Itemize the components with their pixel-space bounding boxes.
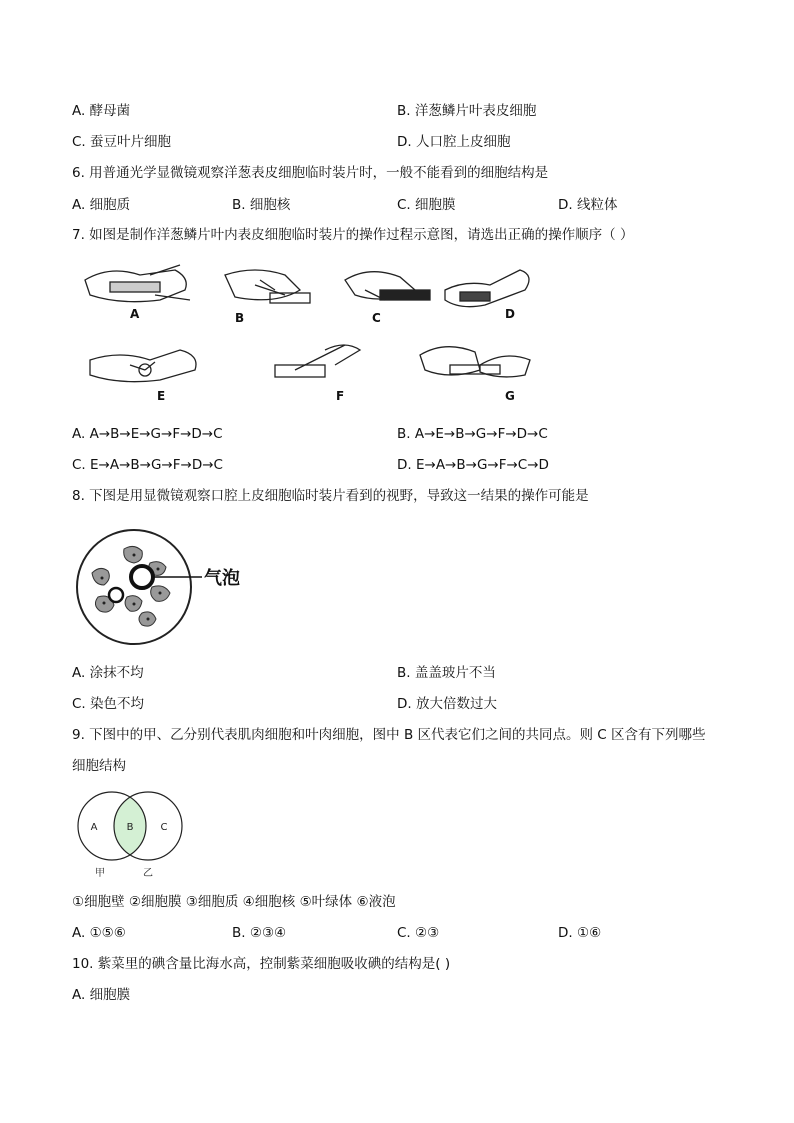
venn-label-a: A	[90, 822, 98, 833]
q7-stem: 7. 如图是制作洋葱鳞片叶内表皮细胞临时装片的操作过程示意图，请选出正确的操作顺序（ ）	[72, 227, 634, 243]
q8-option-a: A. 涂抹不均	[72, 665, 144, 681]
q6-option-b: B. 细胞核	[232, 197, 291, 213]
figure-label-g: G	[505, 389, 515, 403]
q7-option-c: C. E→A→B→G→F→D→C	[72, 457, 223, 473]
figure-label-e: E	[157, 389, 166, 403]
q8-option-c: C. 染色不均	[72, 696, 145, 712]
q7-procedure-figure	[80, 260, 550, 410]
q5-option-d: D. 人口腔上皮细胞	[397, 134, 511, 150]
q8-microscope-field-figure	[72, 525, 282, 650]
venn-label-c: C	[160, 822, 168, 833]
q6-stem: 6. 用普通光学显微镜观察洋葱表皮细胞临时装片时，一般不能看到的细胞结构是	[72, 165, 549, 181]
q5-option-c: C. 蚕豆叶片细胞	[72, 134, 172, 150]
q7-option-d: D. E→A→B→G→F→C→D	[397, 457, 549, 473]
small-air-bubble	[109, 588, 123, 602]
step-g-sketch	[420, 347, 530, 377]
q6-option-a: A. 细胞质	[72, 197, 131, 213]
figure-label-d: D	[505, 307, 515, 321]
figure-label-a: A	[130, 307, 140, 321]
q9-stem-line1: 9. 下图中的甲、乙分别代表肌肉细胞和叶肉细胞，图中 B 区代表它们之间的共同点。则 C 区含有下列哪些	[72, 727, 706, 743]
q6-option-c: C. 细胞膜	[397, 197, 456, 213]
q10-stem: 10. 紫菜里的碘含量比海水高，控制紫菜细胞吸收碘的结构是( )	[72, 956, 451, 972]
q9-option-a: A. ①⑤⑥	[72, 925, 126, 941]
q5-option-b: B. 洋葱鳞片叶表皮细胞	[397, 103, 537, 119]
q9-venn-diagram	[72, 788, 192, 880]
venn-caption-jia: 甲	[95, 868, 105, 879]
q9-items: ①细胞壁 ②细胞膜 ③细胞质 ④细胞核 ⑤叶绿体 ⑥液泡	[72, 894, 396, 910]
q9-option-b: B. ②③④	[232, 925, 287, 941]
q6-option-d: D. 线粒体	[558, 197, 618, 213]
q9-option-c: C. ②③	[397, 925, 440, 941]
figure-label-c: C	[372, 311, 381, 325]
bubble-label: 气泡	[204, 568, 240, 589]
q5-option-a: A. 酵母菌	[72, 103, 131, 119]
large-air-bubble	[131, 566, 153, 588]
q8-option-b: B. 盖盖玻片不当	[397, 665, 496, 681]
q7-option-a: A. A→B→E→G→F→D→C	[72, 426, 223, 442]
step-e-sketch	[90, 350, 196, 382]
q10-option-a: A. 细胞膜	[72, 987, 131, 1003]
q8-option-d: D. 放大倍数过大	[397, 696, 497, 712]
step-c-sketch	[345, 272, 430, 300]
figure-label-f: F	[336, 389, 345, 403]
step-b-sketch	[225, 270, 310, 303]
venn-label-b: B	[126, 822, 134, 833]
step-f-sketch	[275, 345, 360, 377]
q9-stem-line2: 细胞结构	[72, 758, 126, 774]
venn-caption-yi: 乙	[143, 868, 153, 879]
q7-option-b: B. A→E→B→G→F→D→C	[397, 426, 548, 442]
q9-option-d: D. ①⑥	[558, 925, 602, 941]
q8-stem: 8. 下图是用显微镜观察口腔上皮细胞临时装片看到的视野，导致这一结果的操作可能是	[72, 488, 589, 504]
figure-label-b: B	[235, 311, 245, 325]
step-d-sketch	[445, 270, 529, 307]
step-a-sketch	[85, 265, 190, 302]
